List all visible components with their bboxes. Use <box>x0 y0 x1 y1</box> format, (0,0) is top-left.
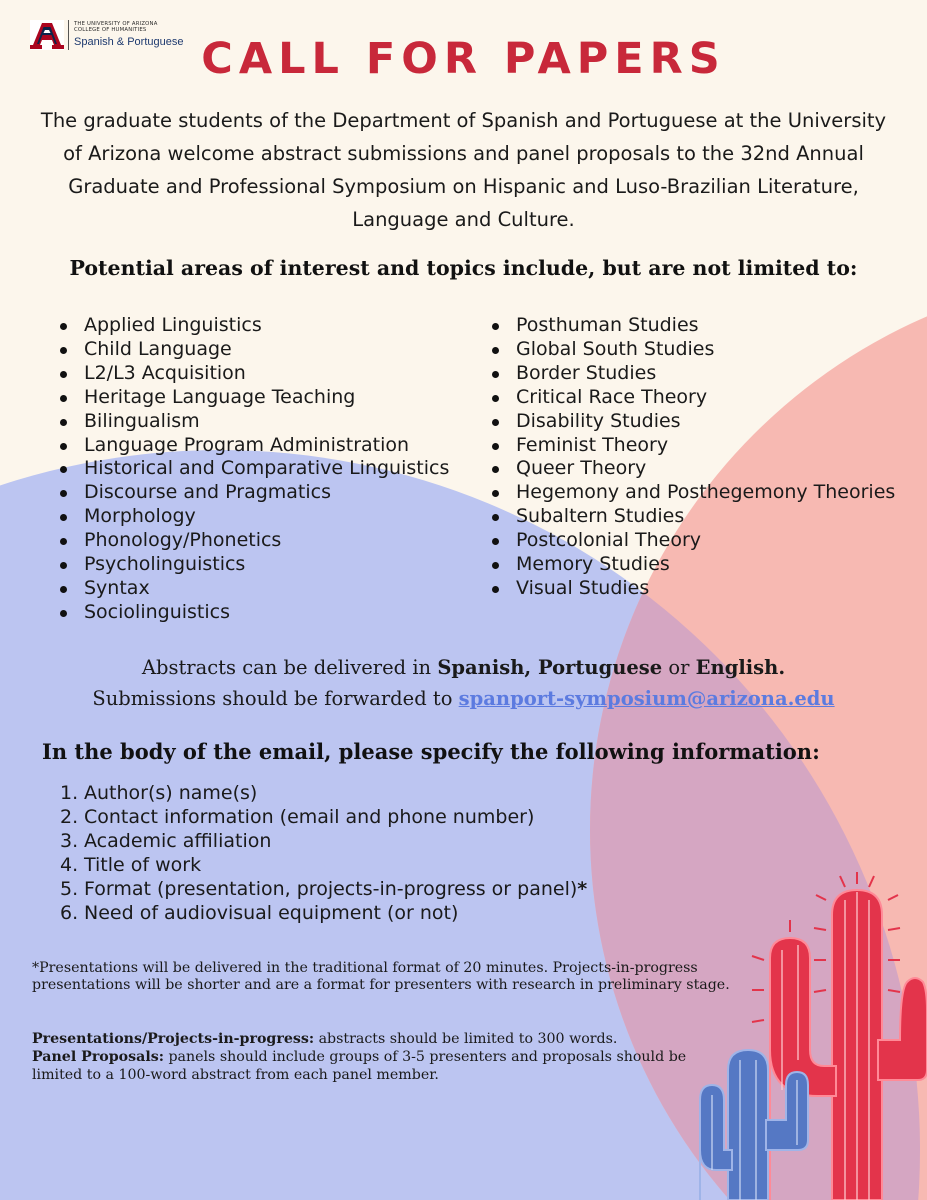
list-item: L2/L3 Acquisition <box>58 362 449 386</box>
intro-paragraph: The graduate students of the Department of Spanish and Portuguese at the University of Arizona welcome abstract submissions and panel proposals to the 32nd Annual Graduate and Professional Symposium on Hispanic and Luso-Brazilian Literature, Language and Culture. <box>40 109 887 231</box>
list-text: Title of work <box>84 853 202 876</box>
topics-list-right <box>490 314 895 601</box>
list-item: Psycholinguistics <box>58 553 449 577</box>
list-item: Sociolinguistics <box>58 601 449 625</box>
list-item: Border Studies <box>490 362 895 386</box>
list-number: 6. <box>60 901 79 924</box>
list-item: Posthuman Studies <box>490 314 895 338</box>
submission-email-link[interactable]: spanport-symposium@arizona.edu <box>458 687 835 710</box>
language-list: Spanish, Portuguese <box>437 656 663 679</box>
panel-label: Panel Proposals: <box>32 1049 164 1065</box>
list-item: Disability Studies <box>490 410 895 434</box>
list-item: Historical and Comparative Linguistics <box>58 457 449 481</box>
email-info-list <box>60 782 587 925</box>
list-item: Critical Race Theory <box>490 386 895 410</box>
list-item: Hegemony and Posthegemony Theories <box>490 481 895 505</box>
panel-text: panels should include groups of 3-5 presenters and proposals should be limited to a 100-word abstract from each panel member. <box>32 1049 687 1083</box>
list-number: 3. <box>60 829 79 852</box>
list-item: Memory Studies <box>490 553 895 577</box>
page-title: CALL FOR PAPERS <box>201 34 726 84</box>
list-item: Heritage Language Teaching <box>58 386 449 410</box>
list-number: 2. <box>60 805 79 828</box>
submission-line <box>0 683 927 714</box>
list-text: Academic affiliation <box>84 829 272 852</box>
language-line <box>0 652 927 683</box>
topics-list-left <box>58 314 449 625</box>
list-item: Language Program Administration <box>58 434 449 458</box>
list-item <box>60 878 587 902</box>
list-item: Phonology/Phonetics <box>58 529 449 553</box>
list-item: Global South Studies <box>490 338 895 362</box>
list-item <box>60 830 587 854</box>
language-last: English. <box>695 656 786 679</box>
list-mark: * <box>577 877 588 900</box>
list-text: Contact information (email and phone number) <box>84 805 535 828</box>
list-text: Need of audiovisual equipment (or not) <box>84 901 459 924</box>
list-item: Morphology <box>58 505 449 529</box>
submission-prefix: Submissions should be forwarded to <box>92 687 459 710</box>
list-item: Child Language <box>58 338 449 362</box>
list-item: Discourse and Pragmatics <box>58 481 449 505</box>
list-item: Queer Theory <box>490 457 895 481</box>
list-text: Author(s) name(s) <box>84 782 258 804</box>
email-info-heading: In the body of the email, please specify the following information: <box>42 739 820 764</box>
list-number: 4. <box>60 853 79 876</box>
presentations-text: abstracts should be limited to 300 words. <box>314 1031 618 1047</box>
length-limits <box>32 1030 732 1084</box>
panel-limit <box>32 1048 732 1084</box>
logo-university-name: THE UNIVERSITY OF ARIZONA <box>74 20 158 27</box>
logo-department-name: Spanish & Portuguese <box>74 36 184 49</box>
list-item: Visual Studies <box>490 577 895 601</box>
presentations-label: Presentations/Projects-in-progress: <box>32 1031 315 1047</box>
presentations-limit <box>32 1030 732 1048</box>
language-connector: or <box>662 656 696 679</box>
submission-note <box>0 652 927 714</box>
list-item: Feminist Theory <box>490 434 895 458</box>
list-item <box>60 782 587 806</box>
list-item: Applied Linguistics <box>58 314 449 338</box>
list-item: Postcolonial Theory <box>490 529 895 553</box>
list-item <box>60 902 587 926</box>
list-item <box>60 806 587 830</box>
format-footnote: *Presentations will be delivered in the traditional format of 20 minutes. Projects-in-progress presentations will be shorter and are a format for presenters with research in preliminary stage. <box>32 960 730 993</box>
list-item <box>60 854 587 878</box>
logo-college-name: COLLEGE OF HUMANITIES <box>74 27 147 33</box>
list-number: 5. <box>60 877 79 900</box>
list-item: Bilingualism <box>58 410 449 434</box>
list-item: Syntax <box>58 577 449 601</box>
list-item: Subaltern Studies <box>490 505 895 529</box>
list-text: Format (presentation, projects-in-progress or panel) <box>84 877 578 900</box>
saguaro-cactus-red <box>770 890 927 1200</box>
topics-heading: Potential areas of interest and topics include, but are not limited to: <box>69 256 858 280</box>
list-number: 1. <box>60 782 79 804</box>
language-prefix: Abstracts can be delivered in <box>141 656 438 679</box>
